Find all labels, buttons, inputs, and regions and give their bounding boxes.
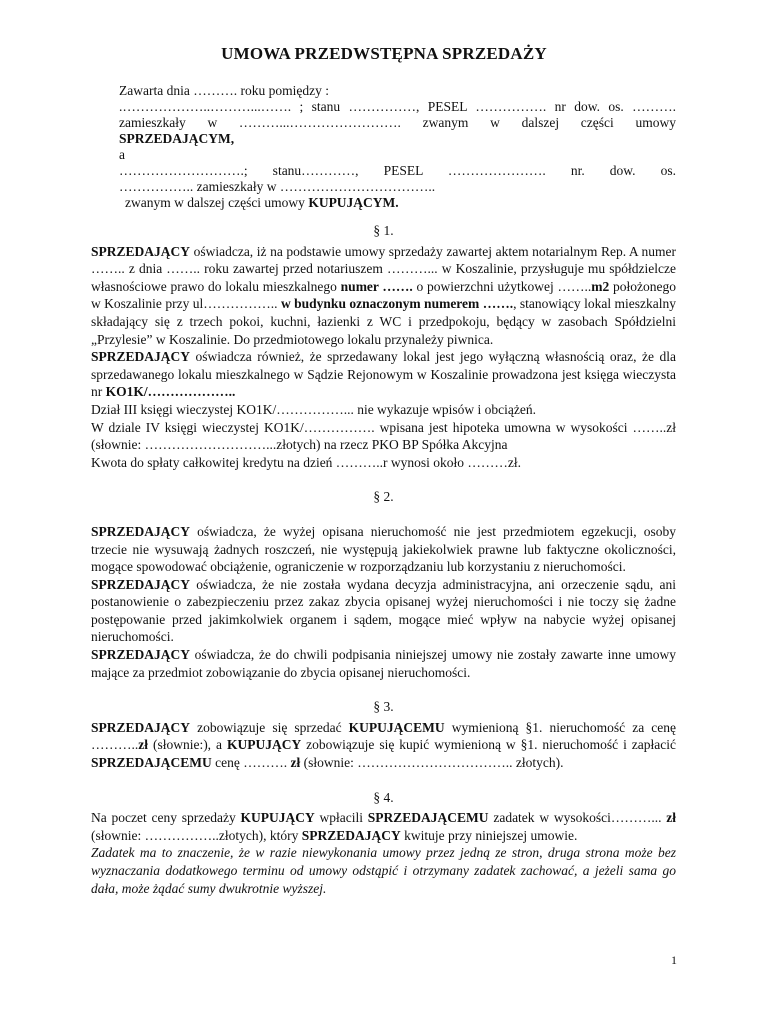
document-title: UMOWA PRZEDWSTĘPNA SPRZEDAŻY [221,44,547,63]
section-2-paragraph-2: SPRZEDAJĄCY oświadcza, że nie została wydana decyzja administracyjna, ani orzeczenie sądu, ani postanowienie o zabezpieczeniu przez zakaz zbycia opisanej wyżej nieruchomości i nie toczy się żadne postępowanie przed jakimkolwiek organem i sądem, mogące mieć wpływ na nabycie wyżej opisanej nieruchomości. [91,576,676,645]
section-2-paragraph-3: SPRZEDAJĄCY oświadcza, że do chwili podpisania niniejszej umowy nie zostały zawarte inne umowy mające za przedmiot zobowiązanie do zbycia opisanej nieruchomości. [91,647,676,680]
section-2-paragraph-1: SPRZEDAJĄCY oświadcza, że wyżej opisana nieruchomość nie jest przedmiotem egzekucji, osoby trzecie nie wysuwają żadnych roszczeń, nie występują jakiekolwiek prawne lub faktyczne okoliczności, mogące spowodować obciążenie, ograniczenie w rozporządzaniu lub korzystaniu z nieruchomości. [91,523,676,575]
preamble-line-buyer-address: …………….. zamieszkały w …………………………….. [119,179,436,194]
section-1-heading: § 1. [373,223,394,238]
section-2-heading: § 2. [373,489,394,505]
section-1-paragraph-4: W dziale IV księgi wieczystej KO1K/……………. wpisana jest hipoteka umowna w wysokości ……..zł (słownie: ………………………...złotych) na rzecz PKO BP Spółka Akcyjna [91,419,676,453]
preamble-line-date: Zawarta dnia ………. roku pomiędzy : [119,83,329,98]
section-3-heading: § 3. [373,699,394,715]
preamble-line-and: a [119,147,125,162]
section-4-paragraph-1: Na poczet ceny sprzedaży KUPUJĄCY wpłacili SPRZEDAJĄCEMU zadatek w wysokości………... zł (słownie: ……………..złotych), który SPRZEDAJĄCY kwituje przy niniejszej umowie. [91,810,676,843]
preamble-line-seller-address: zamieszkały w ………...……………………. zwanym w dalszej części umowy [119,115,676,130]
section-3-paragraph-1: SPRZEDAJĄCY zobowiązuje się sprzedać KUPUJĄCEMU wymienioną §1. nieruchomość za cenę ………..zł (słownie:), a KUPUJĄCY zobowiązuje się kupić wymienioną w §1. nieruchomość i zapłacić SPRZEDAJĄCEMU cenę ………. zł (słownie: …………………………….. złotych). [91,719,676,771]
preamble-line-buyer-id: ……………………….; stanu…………, PESEL …………………. nr. dow. os. [119,163,676,178]
section-4-paragraph-2-italic: Zadatek ma to znaczenie, że w razie niewykonania umowy przez jedną ze stron, druga strona może bez wyznaczania dodatkowego terminu od umowy odstąpić i otrzymany zadatek zachować, a jeżeli sama go dała, może żądać sumy dwukrotnie wyższej. [91,845,676,896]
preamble [119,83,676,211]
section-1-paragraph-3: Dział III księgi wieczystej KO1K/……………... nie wykazuje wpisów i obciążeń. [91,401,537,417]
section-1-paragraph-2: SPRZEDAJĄCY oświadcza również, że sprzedawany lokal jest jego wyłączną własnością oraz, że dla sprzedawanego lokalu mieszkalnego w Sądzie Rejonowym w Koszalinie prowadzona jest księga wieczysta nr KO1K/……………….. [91,349,676,400]
preamble-line-buyer-label: zwanym w dalszej części umowy KUPUJĄCYM. [125,195,399,210]
section-1-paragraph-1: SPRZEDAJĄCY oświadcza, iż na podstawie umowy sprzedaży zawartej aktem notarialnym Rep. A numer …….. z dnia …….. roku zawartej przed notariuszem ………... w Koszalinie, przysługuje mu spółdzielcze własnościowe prawo do lokalu mieszkalnego numer ……. o powierzchni użytkowej ……..m2 położonego w Koszalinie przy ul…………….. w budynku oznaczonym numerem ……., stanowiący lokal mieszkalny składający się z trzech pokoi, kuchni, łazienki z WC i przedpokoju, będący w zasobach Spółdzielni „Przylesie” w Koszalinie. Do przedmiotowego lokalu przynależy piwnica. [91,243,676,347]
section-4-heading: § 4. [373,789,394,805]
document-body [91,222,676,897]
preamble-line-seller-label: SPRZEDAJĄCYM, [119,131,235,146]
section-1-paragraph-5: Kwota do spłaty całkowitej kredytu na dzień ………..r wynosi około ………zł. [91,454,522,470]
preamble-line-seller-id: .………………..………...……. ; stanu ……………, PESEL ……………. nr dow. os. ………. [119,99,676,114]
page-number: 1 [671,953,677,967]
